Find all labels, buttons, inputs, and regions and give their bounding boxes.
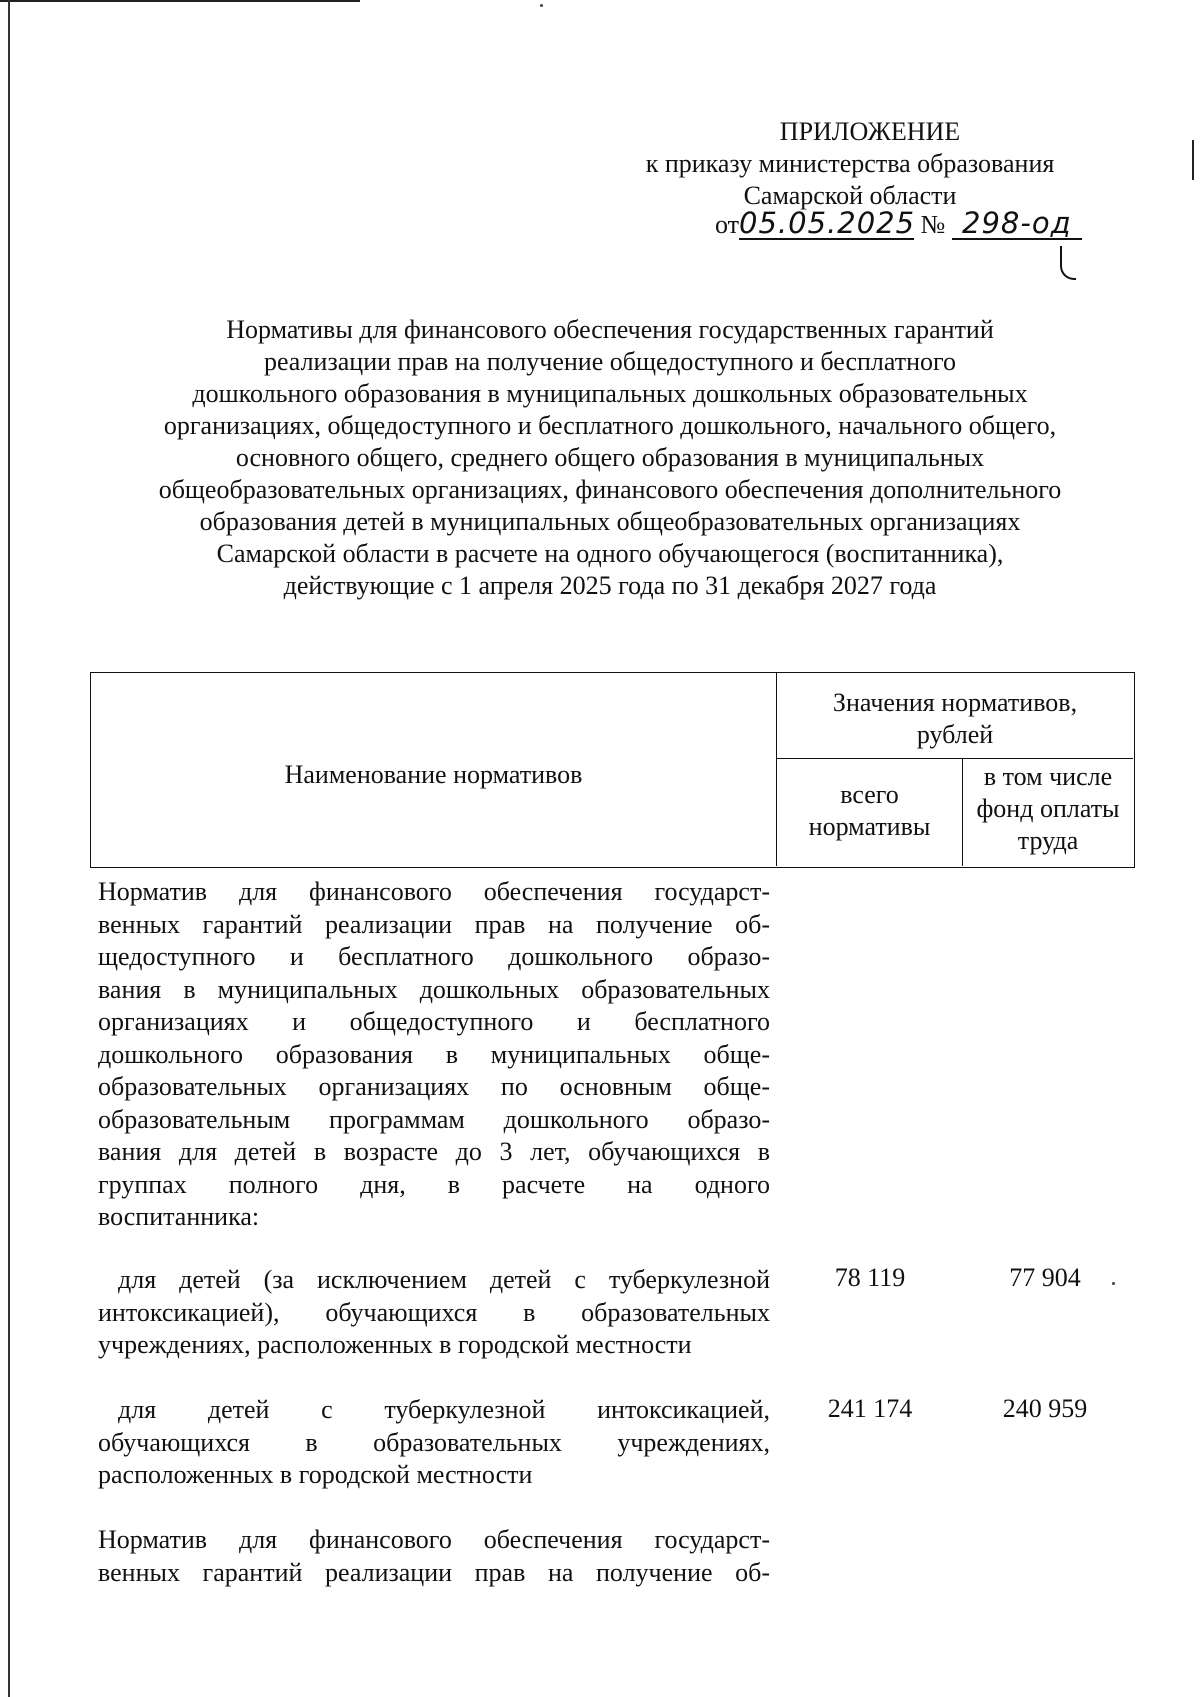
appendix-line-2: Самарской области: [743, 181, 957, 210]
text-line: обучающихся в образовательных учреждениях,: [98, 1427, 770, 1457]
text-line: группах полного дня, в расчете на одного: [98, 1169, 770, 1199]
column-header-total-line: нормативы: [808, 812, 931, 841]
column-header-total-line: всего: [840, 780, 899, 809]
heading-line: Нормативы для финансового обеспечения государственных гарантий: [226, 315, 994, 344]
table-row-2-payroll: 240 959: [1002, 1394, 1088, 1423]
heading-line: действующие с 1 апреля 2025 года по 31 декабря 2027 года: [283, 571, 937, 600]
appendix-title: ПРИЛОЖЕНИЕ: [779, 117, 961, 146]
order-date: 05.05.2025: [739, 206, 916, 240]
table-row-2-total: 241 174: [827, 1394, 913, 1423]
column-header-payroll-line: труда: [1017, 826, 1079, 855]
heading-line: образования детей в муниципальных общеобразовательных организациях: [199, 507, 1021, 536]
order-reference: [715, 208, 1082, 241]
handwriting-stroke: [1060, 246, 1076, 280]
table-row-1-payroll: 77 904: [1009, 1263, 1081, 1292]
scan-speck: [540, 4, 543, 7]
table-row-1-label: [98, 1264, 770, 1362]
heading-line: основного общего, среднего общего образования в муниципальных: [235, 443, 985, 472]
column-header-payroll: [963, 759, 1133, 868]
scan-mark-right: [1192, 140, 1194, 180]
text-line: дошкольного образования в муниципальных обще-: [98, 1039, 770, 1069]
text-line: венных гарантий реализации прав на получение об-: [98, 1557, 770, 1587]
text-line: для детей с туберкулезной интоксикацией,: [118, 1395, 770, 1424]
heading-line: общеобразовательных организациях, финансового обеспечения дополнительного: [158, 475, 1062, 504]
appendix-block: [600, 116, 1100, 212]
scan-edge-left: [8, 0, 10, 1697]
section-1-text: [98, 876, 770, 1234]
order-number: 298-од: [952, 208, 1082, 240]
text-line: воспитанника:: [98, 1202, 260, 1231]
section-2-text: [98, 1524, 770, 1589]
text-line: вания в муниципальных дошкольных образовательных: [98, 974, 770, 1004]
table-header: [90, 672, 1135, 868]
column-header-payroll-line: фонд оплаты: [976, 794, 1120, 823]
column-header-total: [777, 759, 963, 866]
from-label: от: [715, 210, 740, 239]
document-heading: [115, 314, 1105, 602]
table-row-2-label: [98, 1394, 770, 1492]
text-line: для детей (за исключением детей с туберкулезной: [118, 1265, 770, 1294]
number-label: №: [920, 210, 946, 239]
text-line: венных гарантий реализации прав на получение об-: [98, 909, 770, 939]
column-header-name: Наименование нормативов: [91, 673, 777, 866]
text-line: учреждениях, расположенных в городской местности: [98, 1330, 692, 1359]
column-header-values-line: рублей: [916, 720, 994, 749]
text-line: щедоступного и бесплатного дошкольного образо-: [98, 942, 770, 971]
text-line: образовательным программам дошкольного образо-: [98, 1104, 770, 1134]
column-header-values: [777, 673, 1133, 759]
scan-edge-top: [0, 0, 360, 2]
appendix-line-1: к приказу министерства образования: [645, 149, 1055, 178]
table-row-1-total: 78 119: [834, 1263, 906, 1292]
column-header-payroll-line: в том числе: [983, 762, 1113, 791]
heading-line: Самарской области в расчете на одного обучающегося (воспитанника),: [216, 539, 1004, 568]
text-line: организациях и общедоступного и бесплатного: [98, 1007, 770, 1036]
text-line: расположенных в городской местности: [98, 1460, 533, 1489]
heading-line: реализации прав на получение общедоступного и бесплатного: [263, 347, 957, 376]
text-line: интоксикацией), обучающихся в образовательных: [98, 1297, 770, 1327]
text-line: вания для детей в возрасте до 3 лет, обучающихся в: [98, 1137, 770, 1166]
text-line: Норматив для финансового обеспечения государст-: [98, 877, 770, 906]
text-line: образовательных организациях по основным обще-: [98, 1072, 770, 1101]
column-header-values-line: Значения нормативов,: [832, 688, 1078, 717]
heading-line: дошкольного образования в муниципальных дошкольных образовательных: [192, 379, 1028, 408]
heading-line: организациях, общедоступного и бесплатного дошкольного, начального общего,: [163, 411, 1057, 440]
text-line: Норматив для финансового обеспечения государст-: [98, 1525, 770, 1554]
scan-speck: [1112, 1282, 1115, 1285]
